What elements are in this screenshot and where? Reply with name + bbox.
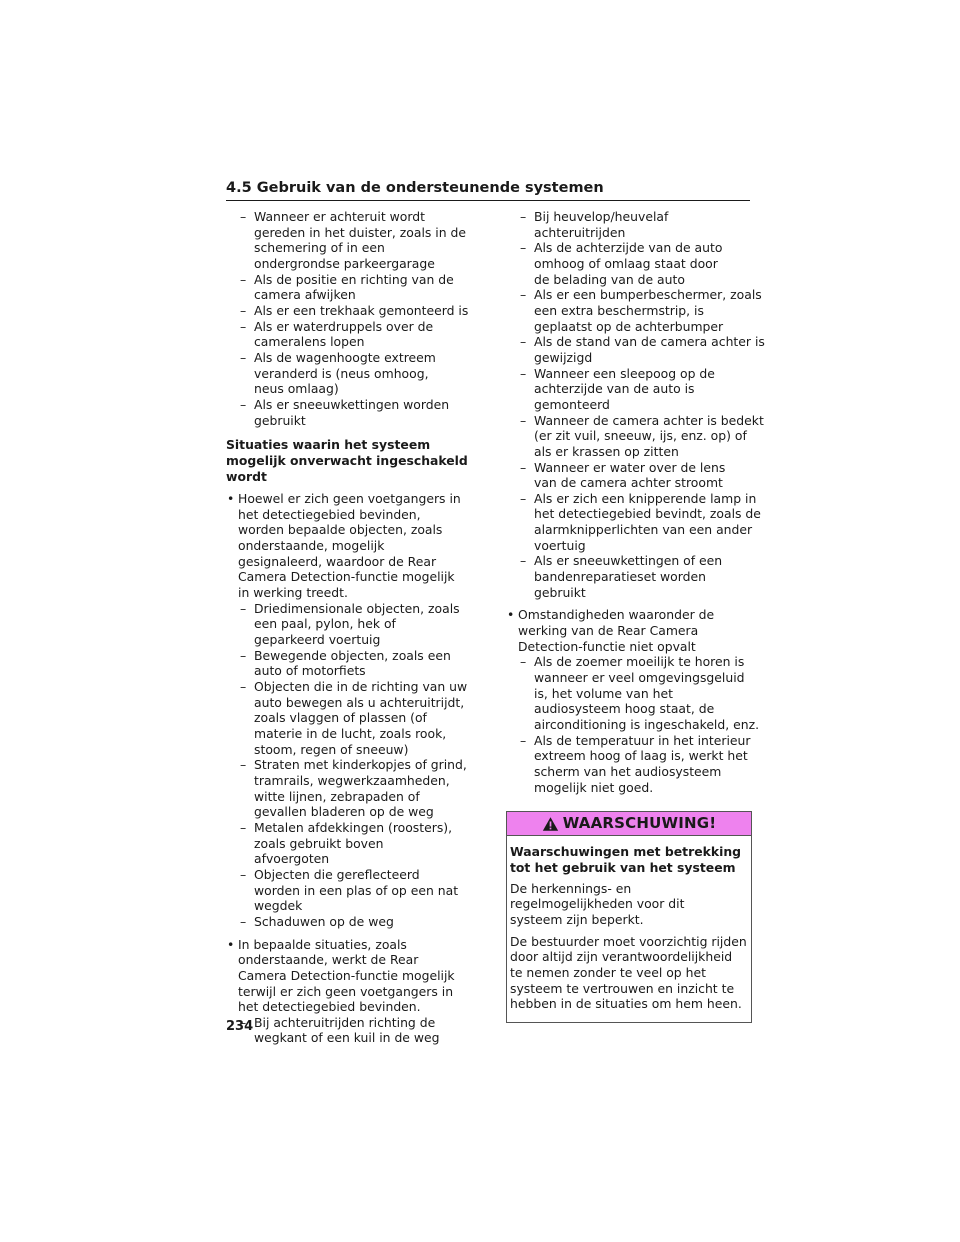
subheading: Situaties waarin het systeem mogelijk onverwacht ingeschakeld wordt — [226, 437, 468, 484]
left-column — [226, 209, 472, 1046]
bullet-item: • Hoewel er zich geen voetgangers in het detectiegebied bevinden, worden bepaalde objecten, zoals onderstaande, mogelijk gesignaleerd, waardoor de Rear Camera Detection-functie mogelijk in werking treedt. — [226, 491, 468, 601]
list-item: – Als de zoemer moeilijk te horen is wanneer er veel omgevingsgeluid is, het volume van het audiosysteem hoog staat, de airconditioning is ingeschakeld, enz. — [518, 654, 760, 732]
section-title: 4.5 Gebruik van de ondersteunende systemen — [226, 178, 750, 201]
warning-paragraph: De bestuurder moet voorzichtig rijden door altijd zijn verantwoordelijkheid te nemen zonder te veel op het systeem te vertrouwen en inzicht te hebben in de situaties om hem heen. — [510, 933, 747, 1012]
right-column — [506, 209, 765, 1023]
list-item: – Als de positie en richting van de camera afwijken — [238, 272, 454, 303]
warning-triangle-icon — [542, 816, 559, 832]
list-item: – Wanneer er water over de lens van de camera achter stroomt — [518, 460, 748, 491]
bullet-item: • Omstandigheden waaronder de werking van de Rear Camera Detection-functie niet opvalt — [506, 607, 756, 654]
list-item: – Als er een trekhaak gemonteerd is — [238, 303, 472, 319]
list-item: – Wanneer de camera achter is bedekt (er zit vuil, sneeuw, ijs, enz. op) of als er krassen op zitten — [518, 413, 768, 460]
list-item: – Als er sneeuwkettingen of een bandenreparatieset worden gebruikt — [518, 553, 730, 600]
list-item: – Metalen afdekkingen (roosters), zoals gebruikt boven afvoergoten — [238, 820, 462, 867]
warning-box — [506, 811, 752, 1023]
list-item: – Objecten die in de richting van uw auto bewegen als u achteruitrijdt, zoals vlaggen of plassen (of materie in de lucht, zoals rook, stoom, regen of sneeuw) — [238, 679, 468, 757]
list-item: – Als de wagenhoogte extreem veranderd is (neus omhoog, neus omlaag) — [238, 350, 462, 397]
list-item: – Als er sneeuwkettingen worden gebruikt — [238, 397, 454, 428]
list-item: – Als er een bumperbeschermer, zoals een extra beschermstrip, is geplaatst op de achterbumper — [518, 287, 762, 334]
list-item: – Objecten die gereflecteerd worden in een plas of op een nat wegdek — [238, 867, 468, 914]
list-item: – Als er zich een knipperende lamp in het detectiegebied bevindt, zoals de alarmknipperlichten van een ander voertuig — [518, 491, 766, 554]
list-item: – Bij achteruitrijden richting de wegkant of een kuil in de weg — [238, 1015, 454, 1046]
list-item: – Straten met kinderkopjes of grind, tramrails, wegwerkzaamheden, witte lijnen, zebrapaden of gevallen bladeren op de weg — [238, 757, 476, 820]
list-item: – Schaduwen op de weg — [238, 914, 472, 930]
list-item: – Bij heuvelop/heuvelaf achteruitrijden — [518, 209, 694, 240]
warning-title: Waarschuwingen met betrekking tot het gebruik van het systeem — [510, 844, 742, 875]
list-item: – Als er waterdruppels over de cameralens lopen — [238, 319, 434, 350]
list-item: – Wanneer er achteruit wordt gereden in het duister, zoals in de schemering of in een ondergrondse parkeergarage — [238, 209, 474, 272]
warning-header — [507, 812, 751, 836]
list-item: – Als de achterzijde van de auto omhoog of omlaag staat door de belading van de auto — [518, 240, 736, 287]
list-item: – Wanneer een sleepoog op de achterzijde van de auto is gemonteerd — [518, 366, 734, 413]
warning-body — [507, 836, 751, 1022]
page-number: 234 — [226, 1019, 254, 1034]
warning-paragraph: De herkennings- en regelmogelijkheden voor dit systeem zijn beperkt. — [510, 880, 685, 927]
list-item: – Bewegende objecten, zoals een auto of motorfiets — [238, 648, 472, 679]
list-item: – Als de temperatuur in het interieur extreem hoog of laag is, werkt het scherm van het audiosysteem mogelijk niet goed. — [518, 733, 754, 796]
bullet-item: • In bepaalde situaties, zoals onderstaande, werkt de Rear Camera Detection-functie mogelijk terwijl er zich geen voetgangers in het detectiegebied bevinden. — [226, 937, 464, 1015]
warning-label: WAARSCHUWING! — [562, 813, 717, 832]
list-item: – Driedimensionale objecten, zoals een paal, pylon, hek of geparkeerd voertuig — [238, 601, 468, 648]
list-item: – Als de stand van de camera achter is gewijzigd — [518, 334, 766, 365]
